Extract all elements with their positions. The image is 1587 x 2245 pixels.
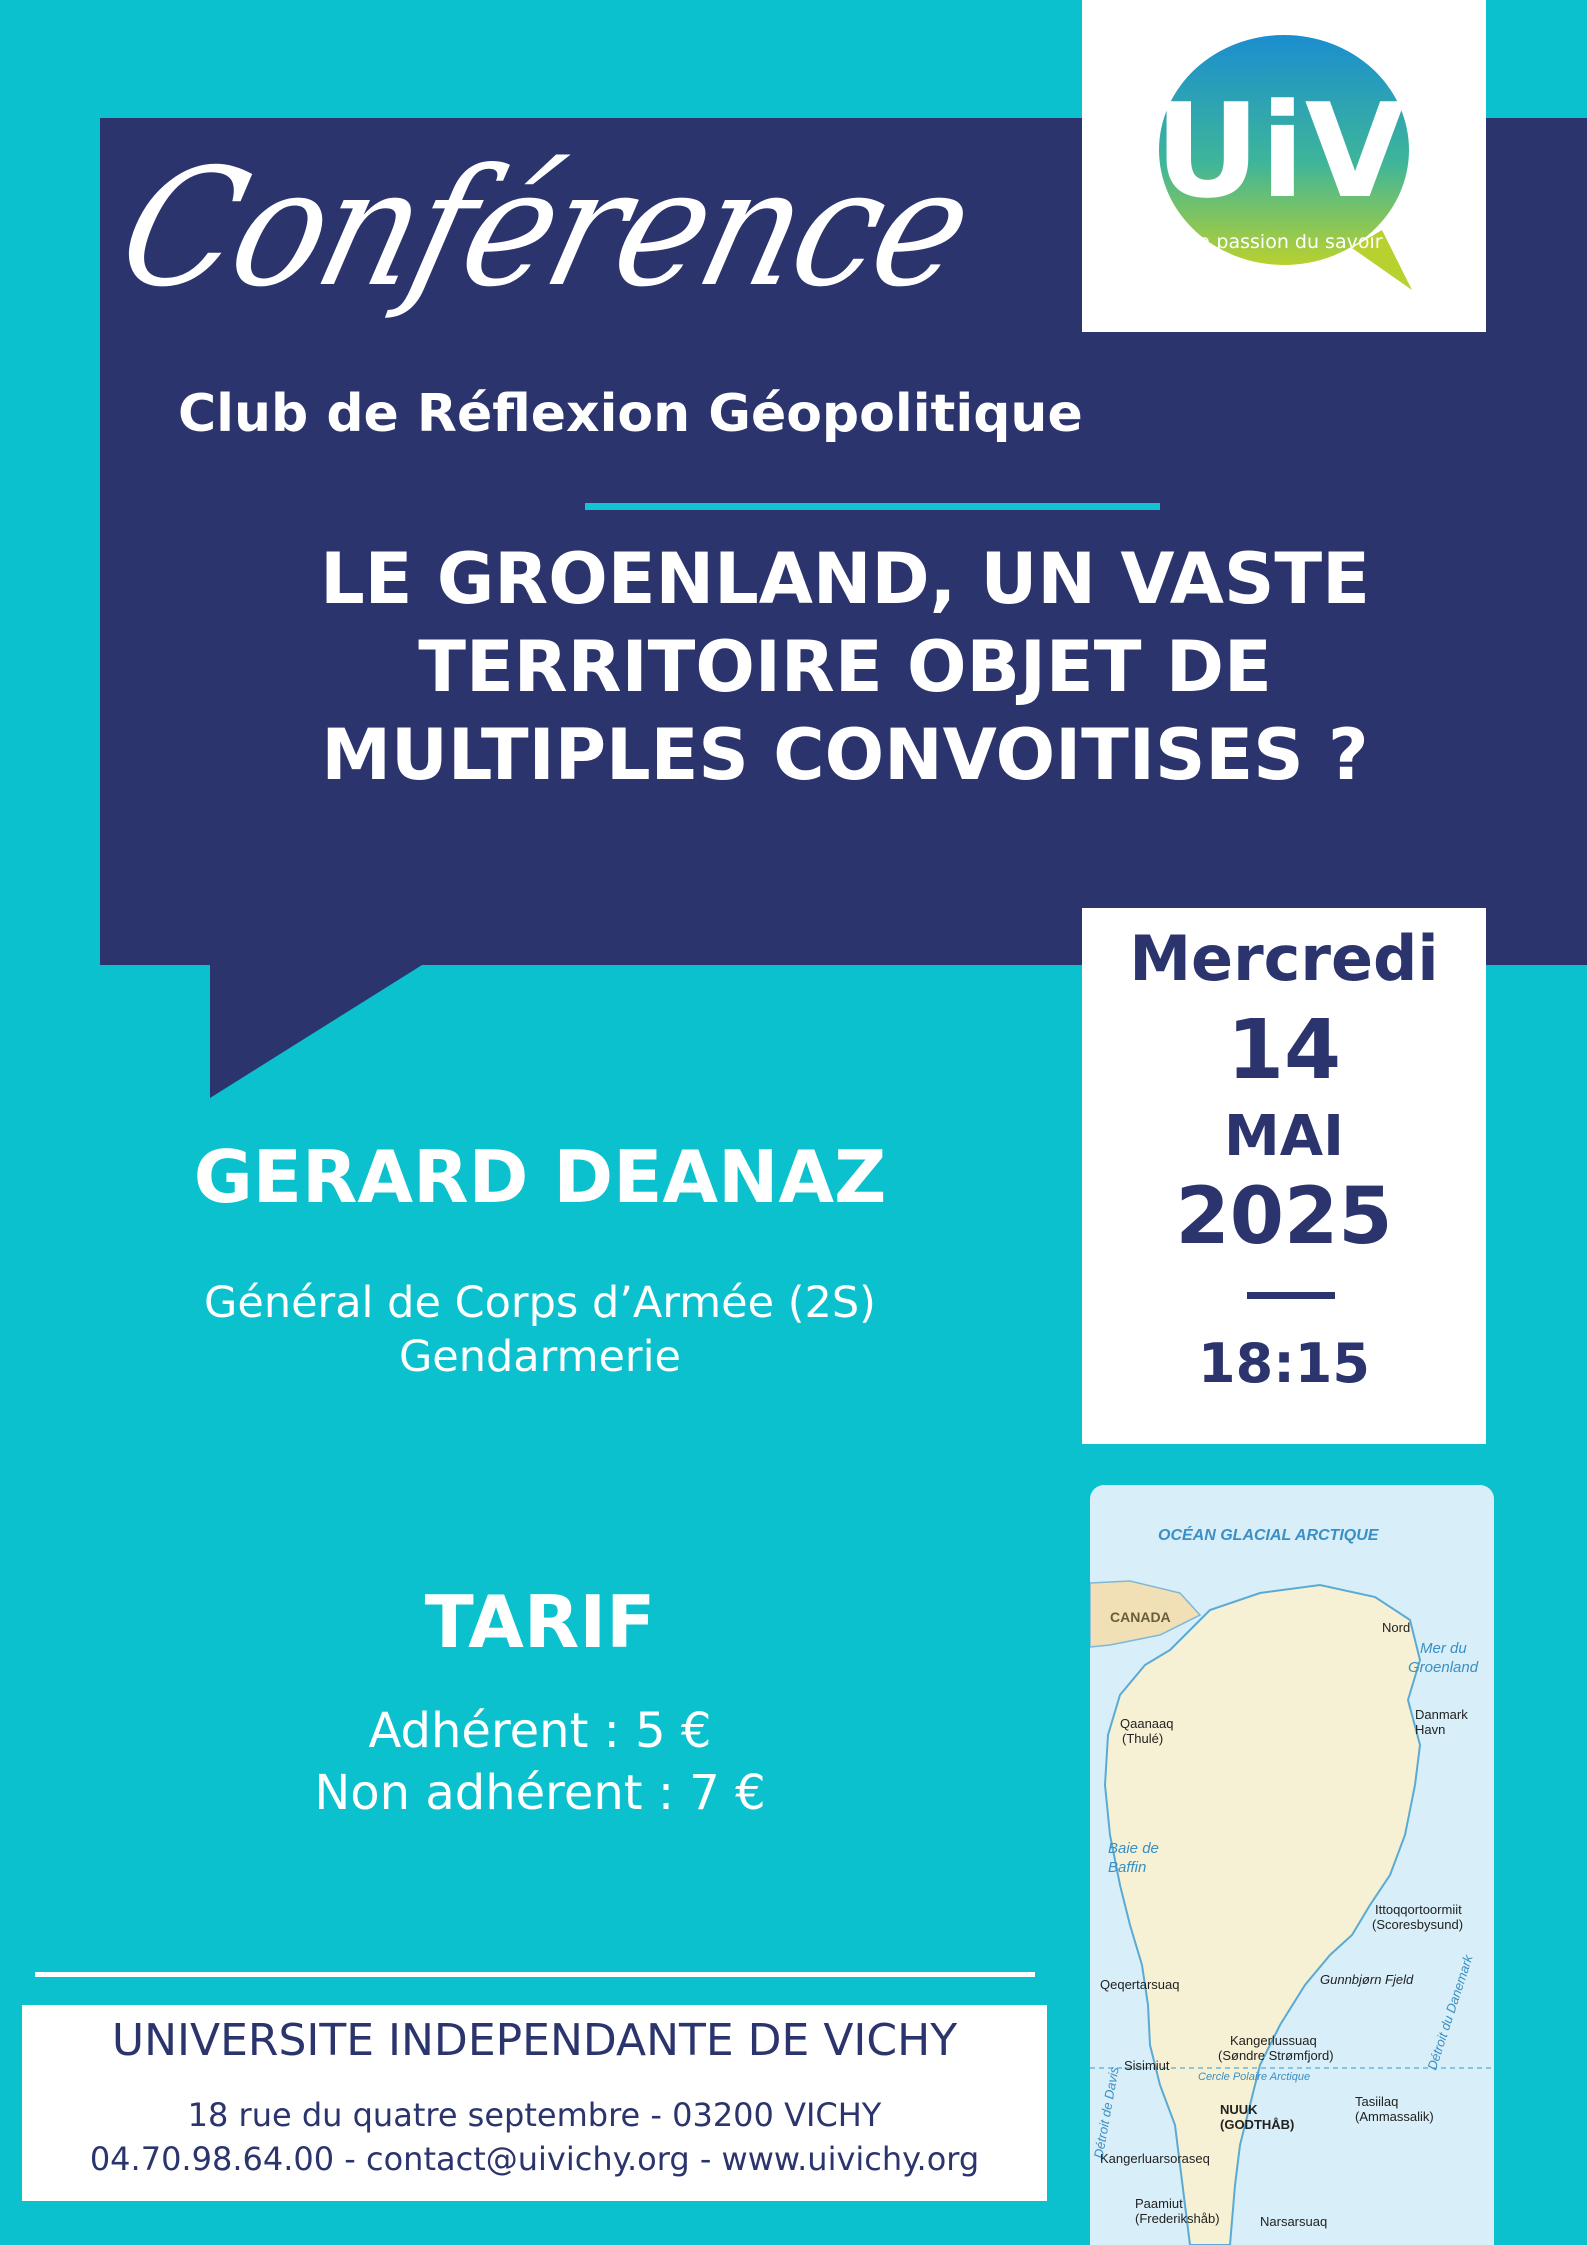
map-label-sea: Détroit du Danemark — [1424, 1953, 1476, 2072]
title-line: TERRITOIRE OBJET DE — [418, 626, 1272, 708]
speaker-role-line: Général de Corps d’Armée (2S) — [204, 1278, 876, 1328]
title-line: MULTIPLES CONVOITISES ? — [321, 714, 1369, 796]
date-day: 14 — [1226, 1003, 1342, 1098]
map-label-sea: Groenland — [1408, 1659, 1479, 1676]
map-label-place: (GODTHÅB) — [1220, 2117, 1295, 2132]
map-label-sea: Cercle Polaire Arctique — [1198, 2071, 1311, 2083]
conference-title — [240, 535, 1450, 799]
date-year: 2025 — [1175, 1172, 1393, 1262]
map-label-canada: CANADA — [1110, 1609, 1171, 1625]
map-label-place: Paamiut — [1135, 2196, 1183, 2211]
speaker-role-line: Gendarmerie — [398, 1332, 682, 1382]
map-label-place: NUUK — [1220, 2102, 1258, 2117]
map-label-place: Danmark — [1415, 1707, 1468, 1722]
map-label-place: Sisimiut — [1124, 2058, 1170, 2073]
date-panel — [1082, 908, 1486, 1444]
map-label-place: Kangerlussuaq — [1230, 2033, 1317, 2048]
date-time: 18:15 — [1198, 1332, 1370, 1395]
map-label-sea: Mer du — [1420, 1640, 1467, 1657]
title-line: LE GROENLAND, UN VASTE — [320, 538, 1370, 620]
map-label-place: Havn — [1415, 1722, 1446, 1737]
map-label-place: Qeqertarsuaq — [1100, 1977, 1180, 1992]
map-label-ocean: OCÉAN GLACIAL ARCTIQUE — [1158, 1527, 1379, 1544]
price-member: Adhérent : 5 € — [368, 1703, 712, 1759]
map-label-place: (Scoresbysund) — [1372, 1917, 1464, 1932]
date-month: MAI — [1224, 1104, 1344, 1169]
uiv-logo-icon — [1082, 0, 1486, 332]
map-label-sea: Baffin — [1108, 1859, 1147, 1876]
title-divider — [585, 503, 1160, 510]
map-label-sea: Baie de — [1108, 1840, 1159, 1857]
footer-divider — [35, 1972, 1035, 1977]
postal-address: 18 rue du quatre septembre - 03200 VICHY — [187, 2096, 882, 2134]
date-weekday: Mercredi — [1129, 922, 1439, 995]
logo-tagline: la passion du savoir — [1193, 231, 1383, 253]
map-label-place: (Ammassalik) — [1355, 2109, 1434, 2124]
map-label-place: (Thulé) — [1122, 1731, 1164, 1746]
club-name: Club de Réflexion Géopolitique — [178, 384, 1083, 444]
map-label-place: Tasiilaq — [1355, 2094, 1399, 2109]
speaker-name: GERARD DEANAZ — [193, 1135, 887, 1219]
contact-line[interactable]: 04.70.98.64.00 - contact@uivichy.org - www.uivichy.org — [89, 2140, 980, 2178]
greenland-map — [1090, 1485, 1494, 2245]
map-label-place: (Søndre Strømfjord) — [1218, 2048, 1334, 2063]
tarif-prices — [60, 1700, 1020, 1824]
map-label-place: Qaanaaq — [1120, 1716, 1174, 1731]
logo-text: UiV — [1154, 75, 1406, 227]
map-label-sea: Détroit de Davis — [1090, 2065, 1122, 2160]
logo-panel — [1082, 0, 1486, 332]
map-label-place: Ittoqqortoormiit — [1375, 1902, 1462, 1917]
tarif-heading: TARIF — [424, 1580, 656, 1664]
map-label-place: (Frederikshåb) — [1135, 2211, 1220, 2226]
organisation-name: UNIVERSITE INDEPENDANTE DE VICHY — [111, 2015, 958, 2066]
map-label-place: Narsarsuaq — [1260, 2214, 1328, 2229]
price-non-member: Non adhérent : 7 € — [314, 1765, 766, 1821]
date-divider — [1247, 1292, 1335, 1299]
map-label-place: Gunnbjørn Fjeld — [1320, 1972, 1414, 1987]
speaker-role — [60, 1276, 1020, 1384]
map-label-place: Nord — [1382, 1620, 1411, 1635]
map-label-place: Kangerluarsoraseq — [1100, 2151, 1210, 2166]
conference-script-title: Conférence — [103, 135, 986, 323]
footer-address-panel — [22, 2005, 1047, 2201]
